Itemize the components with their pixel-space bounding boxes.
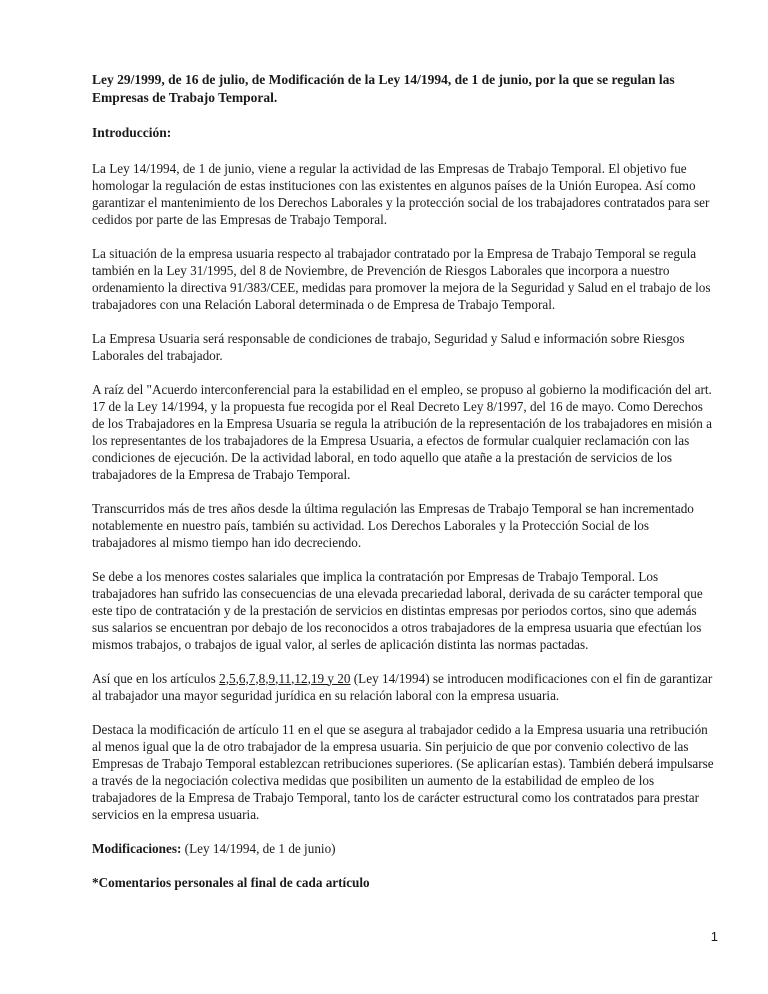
- paragraph-law-purpose: La Ley 14/1994, de 1 de junio, viene a regular la actividad de las Empresas de Trabajo Temporal. El objetivo fue homologar la regulación de estas instituciones con las existentes en algunos países de la Unión Europea. Así como garantizar el mantenimiento de los Derechos Laborales y la protección social de los trabajadores contratados para ser cedidos por parte de las Empresas de Trabajo Temporal.: [92, 160, 710, 227]
- paragraph-user-company-situation: La situación de la empresa usuaria respecto al trabajador contratado por la Empresa de Trabajo Temporal se regula también en la Ley 31/1995, del 8 de Noviembre, de Prevención de Riesgos Laborales que incorpora a nuestro ordenamiento la directiva 91/383/CEE, medidas para promover la mejora de la Seguridad y Salud en el trabajo de los trabajadores con una Relación Laboral determinada o de Empresa de Trabajo Temporal.: [92, 245, 711, 312]
- intro-heading: Introducción:: [92, 125, 172, 140]
- paragraph-three-years: Transcurridos más de tres años desde la última regulación las Empresas de Trabajo Temporal se han incrementado notablemente en nuestro país, también su actividad. Los Derechos Laborales y la Protección Social de los trabajadores al mismo tiempo han ido decreciendo.: [92, 500, 694, 550]
- paragraph-article-11: Destaca la modificación de artículo 11 en el que se asegura al trabajador cedido a la Empresa usuaria una retribución al menos igual que la de otro trabajador de la empresa usuaria. Sin perjuicio de que por convenio colectivo de las Empresas de Trabajo Temporal establezcan retribuciones superiores. (Se aplicarían estas). También deberá impulsarse a través de la negociación colectiva medidas que posibiliten un aumento de la estabilidad de empleo de los trabajadores de la Empresa de Trabajo Temporal, tanto los de carácter estructural como los contratados para prestar servicios en la empresa usuaria.: [92, 721, 714, 822]
- page-number: 1: [710, 929, 718, 944]
- modifications-label: Modificaciones:: [92, 840, 182, 856]
- personal-comments-note: *Comentarios personales al final de cada artículo: [92, 874, 370, 890]
- paragraph-agreement-origin: A raíz del "Acuerdo interconferencial para la estabilidad en el empleo, se propuso al gobierno la modificación del art. 17 de la Ley 14/1994, y la propuesta fue recogida por el Real Decreto Ley 8/1997, del 16 de mayo. Como Derechos de los Trabajadores en la Empresa Usuaria se regula la atribución de la representación de los trabajadores en misión a los representantes de los trabajadores de la Empresa Usuaria, a efectos de formular cualquier reclamación con las condiciones de ejecución. De la actividad laboral, en todo aquello que atañe a la prestación de servicios de los trabajadores de la Empresa de Trabajo Temporal.: [92, 381, 712, 482]
- articles-suffix-text: (Ley 14/1994) se introducen modificaciones con el fin de garantizar al trabajador una mayor seguridad jurídica en su relación laboral con la empresa usuaria.: [92, 670, 713, 703]
- document-title: Ley 29/1999, de 16 de julio, de Modificación de la Ley 14/1994, de 1 de junio, por la que se regulan las Empresas de Trabajo Temporal.: [92, 72, 675, 105]
- paragraph-modified-articles: [92, 670, 716, 704]
- articles-prefix-text: Así que en los artículos: [92, 670, 220, 686]
- paragraph-user-company-responsibility: La Empresa Usuaria será responsable de condiciones de trabajo, Seguridad y Salud e información sobre Riesgos Laborales del trabajador.: [92, 330, 685, 363]
- modified-articles-link[interactable]: 2,5,6,7,8,9,11,12,19 y 20: [219, 670, 351, 686]
- modifications-line: [92, 840, 716, 857]
- paragraph-salary-costs: Se debe a los menores costes salariales que implica la contratación por Empresas de Trabajo Temporal. Los trabajadores han sufrido las consecuencias de una elevada precariedad laboral, derivada de su carácter temporal que este tipo de contratación y de la prestación de servicios en distintas empresas por periodos cortos, sino que además sus salarios se encuentran por debajo de los reconocidos a otros trabajadores de la empresa usuaria que efectúan los mismos trabajos, o trabajos de igual valor, al serles de aplicación distinta las normas pactadas.: [92, 568, 703, 652]
- modifications-detail: (Ley 14/1994, de 1 de junio): [181, 840, 336, 856]
